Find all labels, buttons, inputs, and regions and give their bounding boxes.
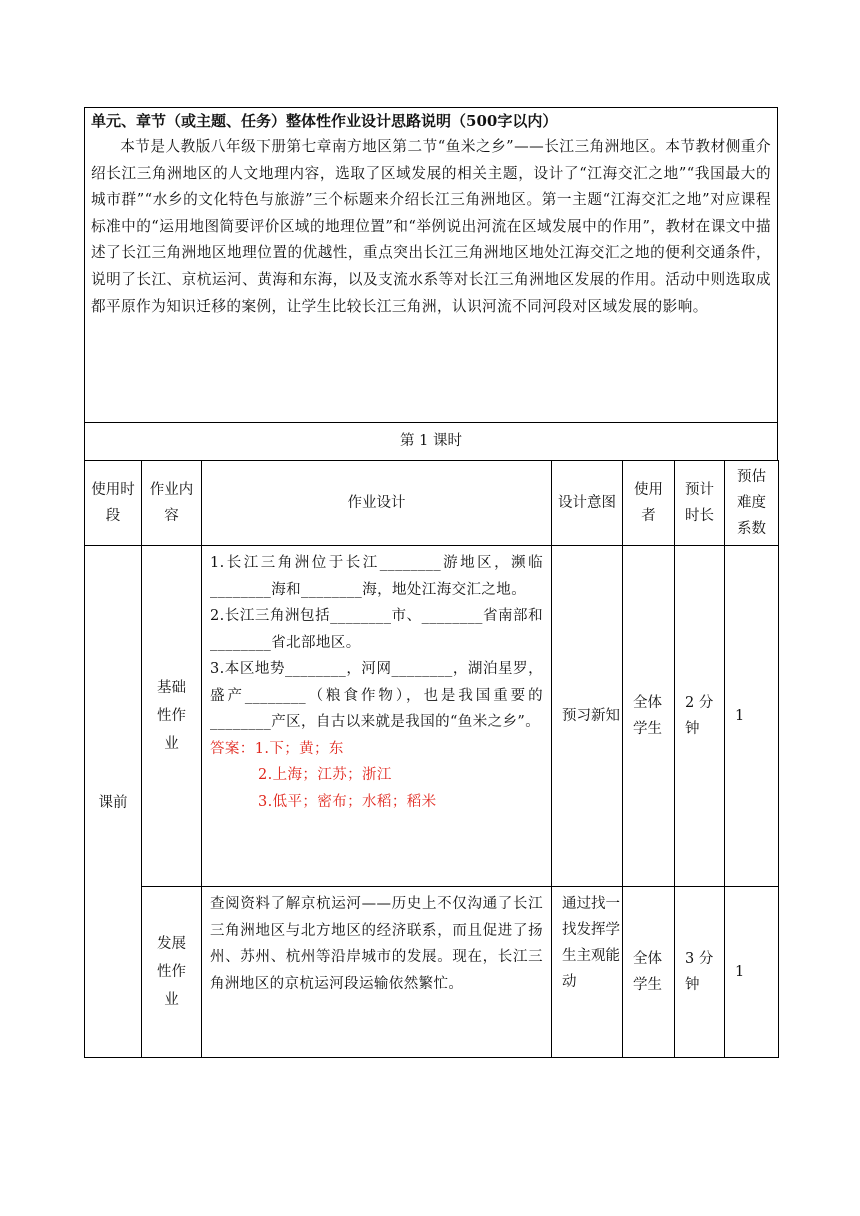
homework-table xyxy=(84,460,779,1058)
time-cell: 2 分钟 xyxy=(675,546,725,887)
header-time: 预计时长 xyxy=(675,461,725,546)
intro-body: 本节是人教版八年级下册第七章南方地区第二节“鱼米之乡”——长江三角洲地区。本节教材侧重介绍长江三角洲地区的人文地理内容，选取了区域发展的相关主题，设计了“江海交汇之地”“我国最大的城市群”“水乡的文化特色与旅游”三个标题来介绍长江三角洲地区。第一主题“江海交汇之地”对应课程标准中的“运用地图简要评价区域的地理位置”和“举例说出河流在区域发展中的作用”，教材在课文中描述了长江三角洲地区地理位置的优越性，重点突出长江三角洲地区地处江海交汇之地的便利交通条件，说明了长江、京杭运河、黄海和东海，以及支流水系等对长江三角洲地区发展的作用。活动中则选取成都平原作为知识迁移的案例，让学生比较长江三角洲，认识河流不同河段对区域发展的影响。 xyxy=(91,138,771,315)
lesson-title: 第 1 课时 xyxy=(84,422,778,460)
period-cell: 课前 xyxy=(85,546,142,1058)
difficulty-cell: 1 xyxy=(725,887,779,1058)
content-cell: 发展性作业 xyxy=(142,887,202,1058)
difficulty-cell: 1 xyxy=(725,546,779,887)
header-design: 作业设计 xyxy=(202,461,552,546)
header-row xyxy=(85,461,779,546)
design-cell xyxy=(202,546,552,887)
intro-title: 单元、章节（或主题、任务）整体性作业设计思路说明（500字以内） xyxy=(91,112,558,130)
time-cell: 3 分钟 xyxy=(675,887,725,1058)
header-intent: 设计意图 xyxy=(552,461,623,546)
header-difficulty: 预估难度系数 xyxy=(725,461,779,546)
question-2: 2.长江三角洲包括________市、________省南部和________省北部地区。 xyxy=(210,608,543,651)
content-cell: 基础性作业 xyxy=(142,546,202,887)
table-row xyxy=(85,546,779,887)
header-user: 使用者 xyxy=(623,461,675,546)
answer-label: 答案： xyxy=(210,740,255,757)
intro-section xyxy=(84,107,778,422)
header-period: 使用时段 xyxy=(85,461,142,546)
question-3: 3.本区地势________，河网________，湖泊星罗，盛产________（粮食作物），也是我国重要的________产区，自古以来就是我国的“鱼米之乡”。 xyxy=(210,661,543,730)
homework-sheet xyxy=(84,107,778,1058)
intent-cell: 预习新知 xyxy=(552,546,623,887)
question-1: 1.长江三角洲位于长江________游地区，濒临________海和________海，地处江海交汇之地。 xyxy=(210,555,543,598)
answer-3: 3.低平；密布；水稻；稻米 xyxy=(258,793,437,810)
answer-1: 1.下；黄；东 xyxy=(254,740,344,757)
user-cell: 全体学生 xyxy=(623,546,675,887)
answer-block xyxy=(210,736,543,816)
header-content: 作业内容 xyxy=(142,461,202,546)
answer-2: 2.上海；江苏；浙江 xyxy=(258,767,392,783)
user-cell: 全体学生 xyxy=(623,887,675,1058)
intent-cell: 通过找一找发挥学生主观能动 xyxy=(552,887,623,1058)
table-row xyxy=(85,887,779,1058)
design-cell: 查阅资料了解京杭运河——历史上不仅沟通了长江三角洲地区与北方地区的经济联系，而且促进了扬州、苏州、杭州等沿岸城市的发展。现在，长江三角洲地区的京杭运河段运输依然繁忙。 xyxy=(202,887,552,1058)
